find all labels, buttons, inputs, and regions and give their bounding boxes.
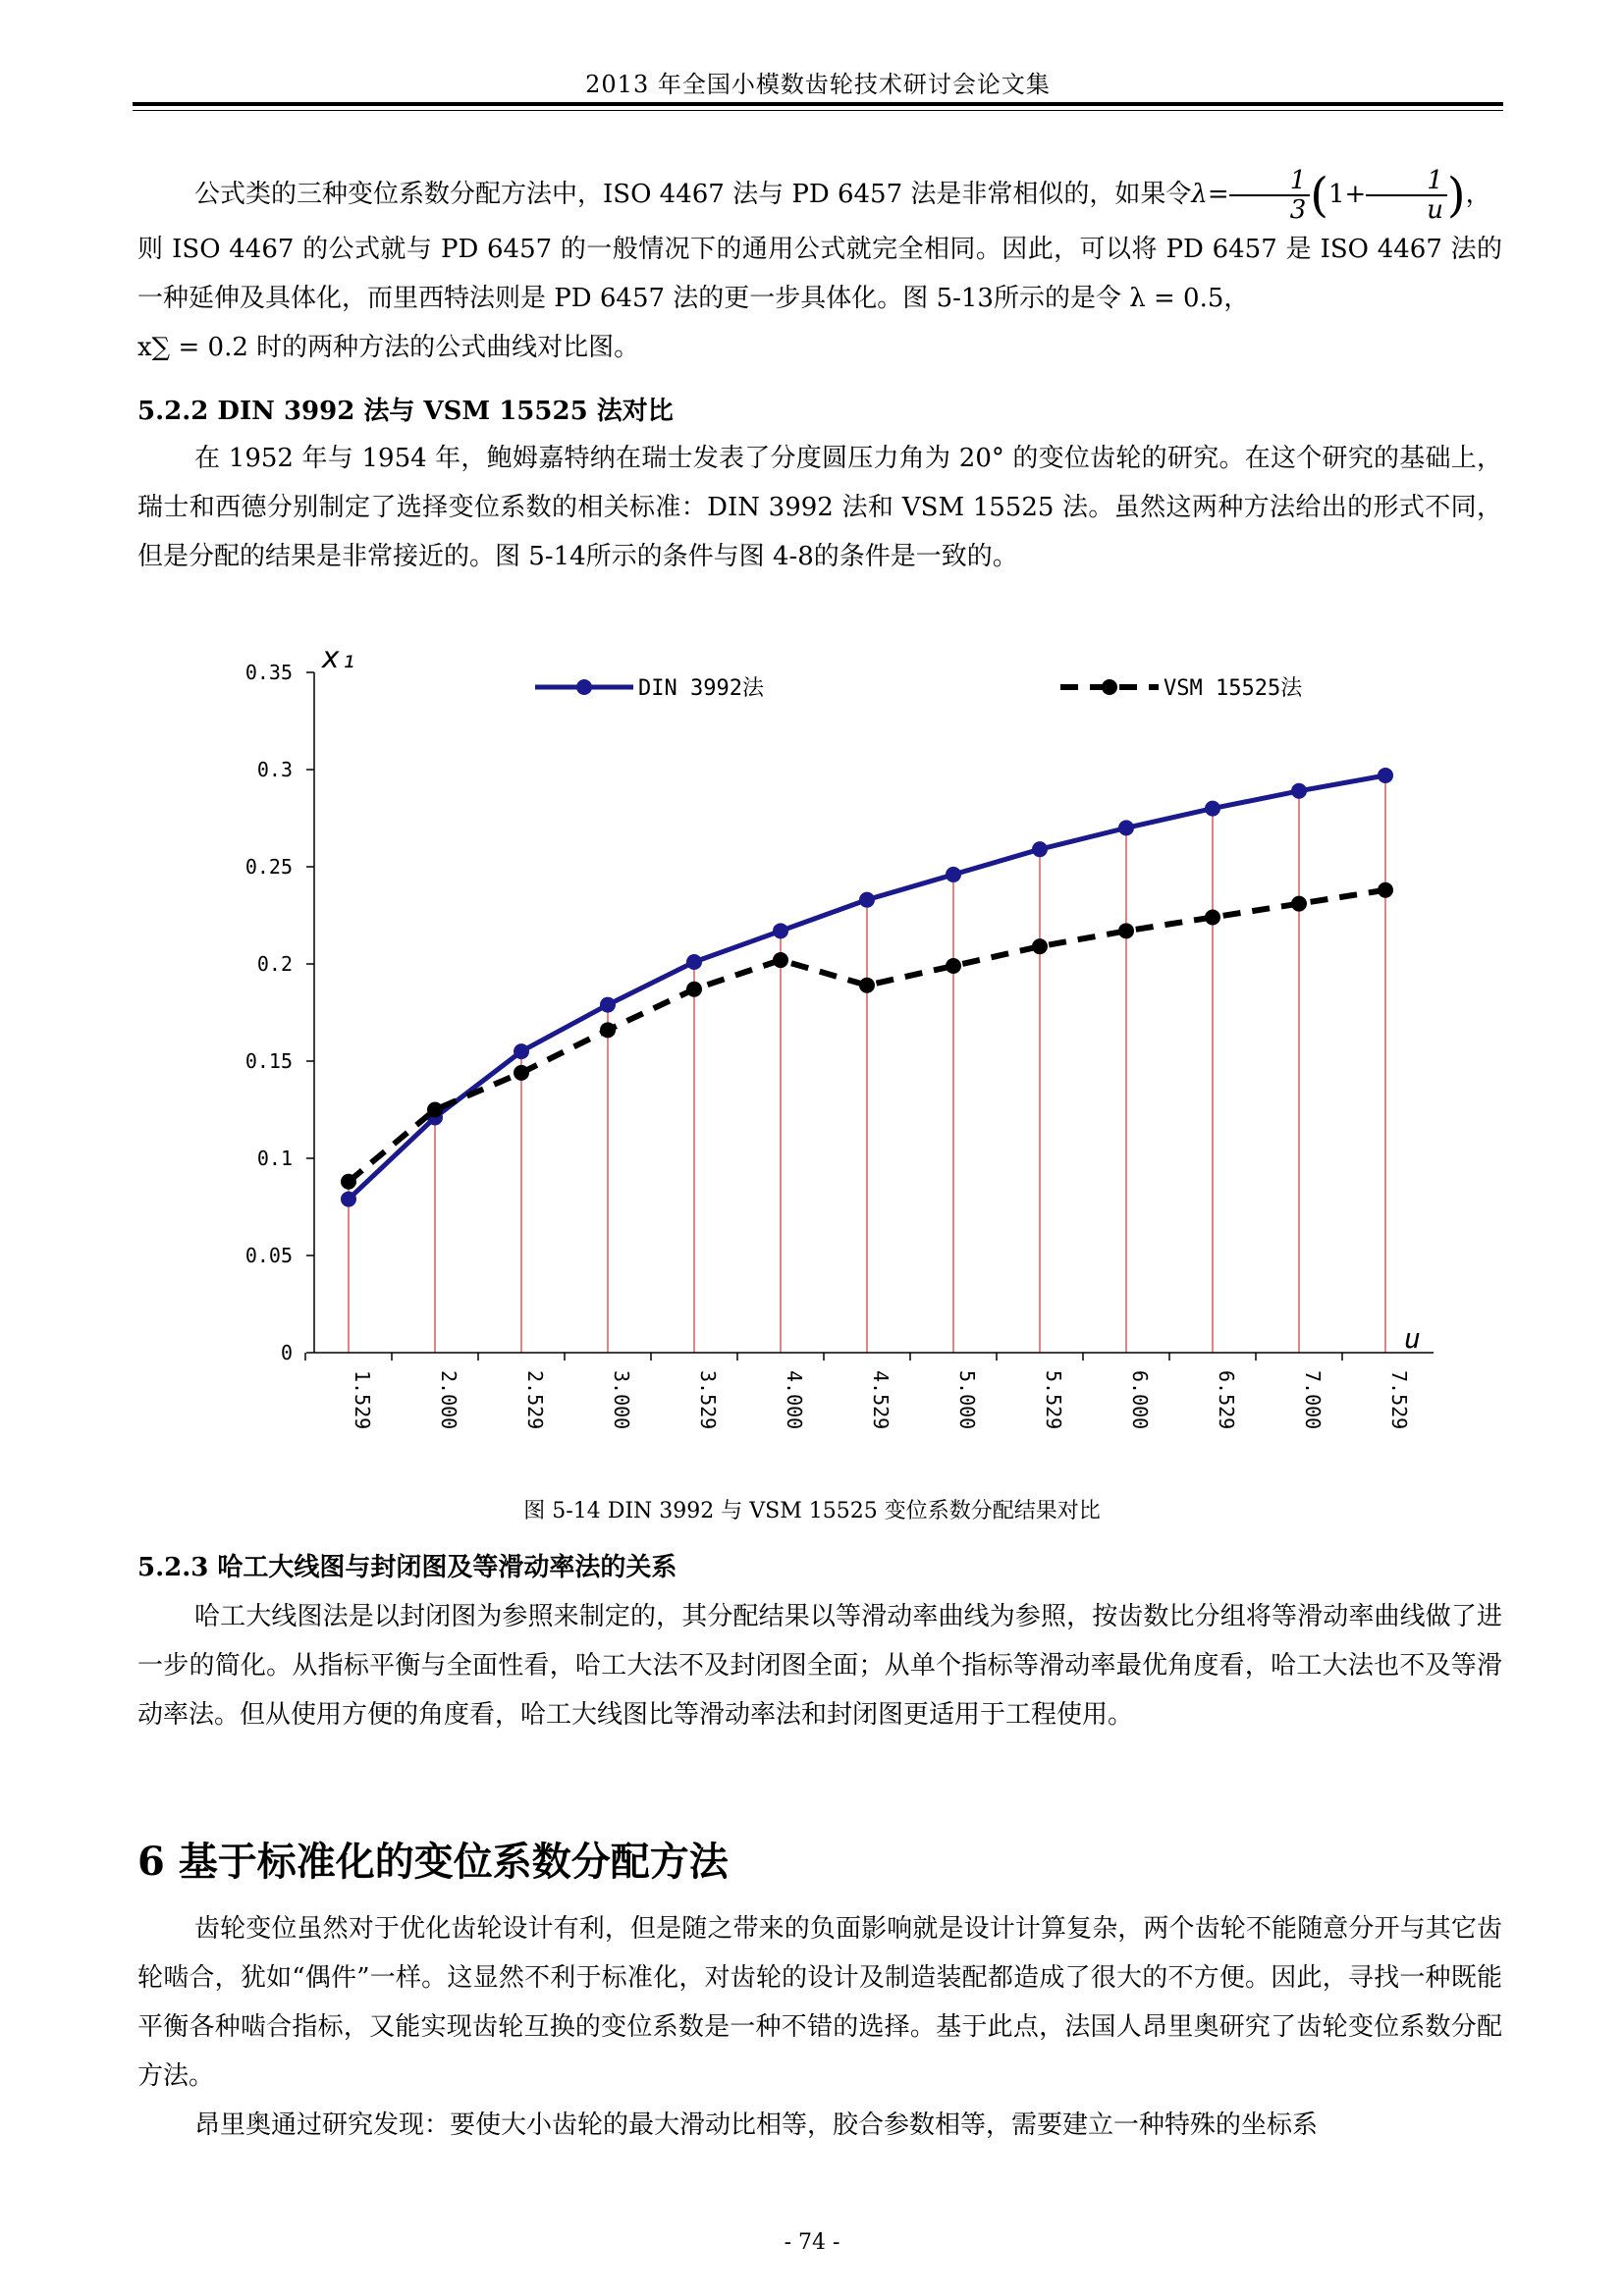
series-point-0: [859, 892, 875, 908]
legend-swatch-point-1: [1102, 679, 1117, 695]
y-tick-label: 0.35: [244, 661, 293, 684]
intro-rest: 则 ISO 4467 的公式就与 PD 6457 的一般情况下的通用公式就完全相同。因此，可以将 PD 6457 是 ISO 4467 法的一种延伸及具体化，而里西特法则是 PD 6457 法的更一步具体化。图 5-13所示的是令 λ = 0.5，: [137, 235, 1502, 313]
x-axis-label: u: [1404, 1322, 1421, 1355]
y-ticks: [245, 661, 314, 1364]
series-point-1: [1378, 882, 1393, 898]
x-tick-label: 3.000: [610, 1370, 633, 1430]
intro-line1-text: 公式类的三种变位系数分配方法中，ISO 4467 法与 PD 6457 法是非常相似的，如果令: [194, 180, 1192, 209]
formula-frac-1-u: [1366, 167, 1447, 224]
series-point-1: [600, 1022, 616, 1038]
x-ticks: [305, 1353, 1411, 1429]
series-point-0: [1118, 820, 1134, 835]
series-point-0: [1291, 783, 1307, 799]
formula-frac2-den: u: [1427, 195, 1443, 225]
y-tick-label: 0.25: [244, 855, 293, 879]
series-point-1: [773, 952, 788, 968]
formula-comma: ，: [1465, 180, 1491, 209]
formula-frac1-num: 1: [1229, 167, 1311, 196]
running-header: 2013 年全国小模数齿轮技术研讨会论文集: [585, 71, 1051, 98]
legend-label-0: DIN 3992法: [638, 676, 764, 701]
legend-swatch-point-0: [576, 679, 592, 695]
intro-first-line: [137, 165, 1502, 225]
intro-paragraph: [137, 165, 1502, 372]
formula-frac2-num: 1: [1366, 167, 1447, 196]
series-point-0: [514, 1043, 529, 1059]
y-tick-label: 0.2: [256, 952, 293, 976]
header-rule-thick: [133, 102, 1503, 106]
figure-caption: 图 5-14 DIN 3992 与 VSM 15525 变位系数分配结果对比: [523, 1499, 1101, 1523]
series-point-0: [773, 923, 788, 938]
series-point-0: [600, 997, 616, 1013]
series-point-0: [341, 1192, 356, 1207]
x-tick-label: 3.529: [696, 1370, 720, 1430]
heading-6: 6 基于标准化的变位系数分配方法: [137, 1839, 729, 1885]
section-6-text-1: 齿轮变位虽然对于优化齿轮设计有利，但是随之带来的负面影响就是设计计算复杂，两个齿轮不能随意分开与其它齿轮啮合，犹如“偶件”一样。这显然不利于标准化，对齿轮的设计及制造装配都造成了很大的不方便。因此，寻找一种既能平衡各种啮合指标，又能实现齿轮互换的变位系数是一种不错的选择。基于此点，法国人昂里奥研究了齿轮变位系数分配方法。: [137, 1914, 1502, 2091]
formula-paren-open: (: [1310, 168, 1328, 223]
x-tick-label: 6.529: [1215, 1370, 1238, 1430]
legend: [535, 676, 1303, 701]
x-tick-label: 2.529: [523, 1370, 547, 1430]
series-point-1: [514, 1065, 529, 1081]
figure-5-14-chart: [0, 628, 1624, 1463]
series-point-0: [1032, 841, 1048, 857]
formula-frac-1-3: [1229, 167, 1311, 224]
formula-paren-close: ): [1446, 168, 1466, 223]
series-point-1: [1118, 923, 1134, 938]
x-tick-label: 1.529: [351, 1370, 374, 1430]
page-number: - 74 -: [784, 2230, 840, 2255]
series-point-0: [1205, 801, 1220, 817]
section-5-2-3-text: 哈工大线图法是以封闭图为参照来制定的，其分配结果以等滑动率曲线为参照，按齿数比分组将等滑动率曲线做了进一步的简化。从指标平衡与全面性看，哈工大法不及封闭图全面；从单个指标等滑动率最优角度看，哈工大法也不及等滑动率法。但从使用方便的角度看，哈工大线图比等滑动率法和封闭图更适用于工程使用。: [137, 1602, 1502, 1730]
section-6-text-2: 昂里奥通过研究发现：要使大小齿轮的最大滑动比相等，胶合参数相等，需要建立一种特殊的坐标系: [194, 2110, 1319, 2140]
y-axis-label: x₁: [322, 641, 358, 675]
heading-5-2-2: 5.2.2 DIN 3992 法与 VSM 15525 法对比: [137, 397, 674, 426]
y-tick-label: 0: [280, 1341, 293, 1364]
x-tick-label: 7.000: [1301, 1370, 1325, 1430]
series-point-0: [1378, 768, 1393, 783]
header-rule-thin: [133, 110, 1503, 111]
series-point-1: [686, 982, 702, 997]
series-point-1: [859, 978, 875, 993]
section-5-2-2-text: 在 1952 年与 1954 年，鲍姆嘉特纳在瑞士发表了分度圆压力角为 20° 的变位齿轮的研究。在这个研究的基础上，瑞士和西德分别制定了选择变位系数的相关标准：DIN 3992 法和 VSM 15525 法。虽然这两种方法给出的形式不同，但是分配的结果是非常接近的。图 5-14所示的条件与图 4-8的条件是一致的。: [137, 444, 1502, 571]
y-tick-label: 0.15: [244, 1049, 293, 1073]
series-point-1: [1291, 896, 1307, 912]
x-tick-label: 4.529: [869, 1370, 893, 1430]
x-tick-label: 4.000: [783, 1370, 806, 1430]
intro-last-line: x∑ = 0.2 时的两种方法的公式曲线对比图。: [137, 333, 640, 362]
formula-frac1-den: 3: [1289, 195, 1307, 225]
x-tick-label: 6.000: [1128, 1370, 1152, 1430]
series-point-1: [946, 958, 961, 974]
series-point-1: [341, 1174, 356, 1190]
heading-5-2-3: 5.2.3 哈工大线图与封闭图及等滑动率法的关系: [137, 1553, 677, 1582]
series-point-0: [946, 867, 961, 882]
section-5-2-3-body: [137, 1592, 1502, 1739]
series-point-1: [427, 1102, 443, 1118]
section-6-body: [137, 1904, 1502, 2150]
x-tick-label: 5.529: [1042, 1370, 1065, 1430]
x-tick-label: 7.529: [1387, 1370, 1411, 1430]
formula-one-plus: 1+: [1327, 180, 1367, 209]
section-5-2-2-body: [137, 434, 1502, 581]
x-tick-label: 5.000: [955, 1370, 979, 1430]
y-tick-label: 0.1: [256, 1147, 293, 1170]
legend-label-1: VSM 15525法: [1164, 676, 1303, 701]
y-tick-label: 0.05: [244, 1244, 293, 1267]
series-point-1: [1205, 909, 1220, 925]
series-point-1: [1032, 938, 1048, 954]
formula-lambda: λ: [1191, 180, 1208, 209]
x-tick-label: 2.000: [437, 1370, 460, 1430]
formula-eq: =: [1207, 180, 1229, 209]
y-tick-label: 0.3: [256, 758, 293, 781]
series-point-0: [686, 954, 702, 970]
